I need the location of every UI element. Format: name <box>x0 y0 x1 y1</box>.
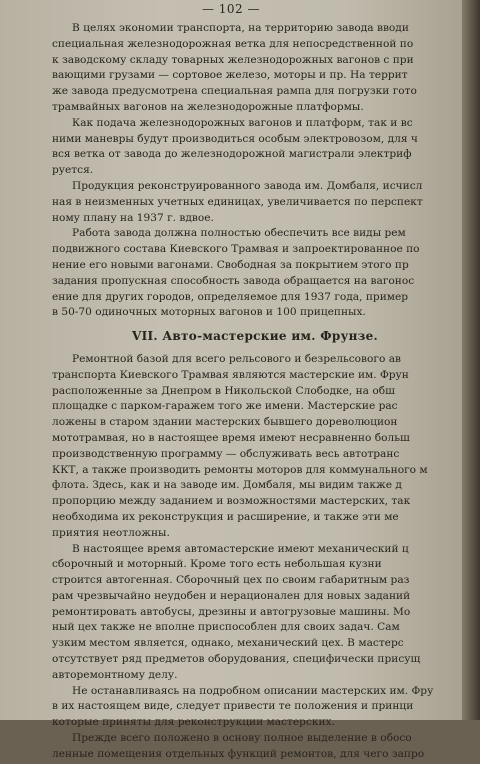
paragraph-production <box>52 180 458 225</box>
text-line: к заводскому складу товарных железнодорожных вагонов с при <box>52 53 414 66</box>
text-line: Прежде всего положено в основу полное выделение в обосо <box>72 732 412 745</box>
text-line: руется. <box>52 164 94 177</box>
text-line: вся ветка от завода до железнодорожной магистрали электриф <box>52 148 412 161</box>
text-line: Работа завода должна полностью обеспечить все виды рем <box>72 227 406 240</box>
section-heading: VII. Авто-мастерские им. Фрунзе. <box>131 329 379 344</box>
page-body <box>52 22 458 764</box>
text-line: специальная железнодорожная ветка для непосредственной по <box>52 37 414 50</box>
text-line: Не останавливаясь на подробном описании мастерских им. Фру <box>72 684 434 697</box>
paragraph-electric-locomotive <box>52 117 458 178</box>
text-line: ККТ, а также производить ремонты моторов для коммунального м <box>52 463 428 476</box>
text-line: ение для других городов, определяемое для 1937 года, пример <box>52 290 409 303</box>
text-line: Ремонтной базой для всего рельсового и безрельсового ав <box>72 352 401 365</box>
text-line: необходима их реконструкция и расширение, и также эти ме <box>52 510 399 523</box>
text-line: флота. Здесь, как и на заводе им. Домбаля, мы видим также д <box>52 479 402 492</box>
paragraph-separation <box>52 732 458 762</box>
text-line: рам чрезвычайно неудобен и нерационален для новых заданий <box>52 589 411 602</box>
text-line: площадке с парком-гаражем того же имени. Мастерские рас <box>52 400 398 413</box>
text-line: которые приняты для реконструкции мастерских. <box>52 716 335 729</box>
text-line: транспорта Киевского Трамвая являются мастерские им. Фрун <box>52 368 409 381</box>
paragraph-repair-base <box>52 353 458 541</box>
text-line: Продукция реконструированного завода им. Домбаля, исчисл <box>72 179 423 192</box>
text-line: ный цех также не вполне приспособлен для своих задач. Сам <box>52 621 400 634</box>
text-line: производственную программу — обслуживать весь автотранс <box>52 447 400 460</box>
text-line: трамвайных вагонов на железнодорожные платформы. <box>52 100 364 113</box>
text-line: приятия неотложны. <box>52 526 170 539</box>
paragraph-rail-siding <box>52 22 458 115</box>
paragraph-workshops-now <box>52 543 458 683</box>
book-gutter-shadow <box>462 0 480 720</box>
text-line: сборочный и моторный. Кроме того есть небольшая кузни <box>52 558 382 571</box>
text-line: Как подача железнодорожных вагонов и платформ, так и вс <box>72 116 413 129</box>
text-line: ложены в старом здании мастерских бывшего дореволюцион <box>52 416 398 429</box>
text-line: мототрамвая, но в настоящее время имеют несравненно больш <box>52 431 410 444</box>
text-line: вающими грузами — сортовое железо, моторы и пр. На террит <box>52 69 408 82</box>
text-line: ленные помещения отдельных функций ремонтов, для чего запро <box>52 747 425 760</box>
text-line: в их настоящем виде, следует привести те положения и принци <box>52 700 414 713</box>
text-line: пропорцию между заданием и возможностями мастерских, так <box>52 495 411 508</box>
paragraph-reconstruction-principles <box>52 685 458 730</box>
text-line: ная в неизменных учетных единицах, увеличивается по перспект <box>52 195 423 208</box>
text-line: задания пропускная способность завода обращается на вагонос <box>52 274 415 287</box>
paragraph-plant-work <box>52 227 458 320</box>
text-line: узким местом является, однако, механический цех. В мастерс <box>52 637 404 650</box>
text-line: отсутствует ряд предметов оборудования, специфически присущ <box>52 653 421 666</box>
text-line: нение его новыми вагонами. Свободная за покрытием этого пр <box>52 258 409 271</box>
text-line: В целях экономии транспорта, на территорию завода вводи <box>72 22 409 34</box>
text-line: В настоящее время автомастерские имеют механический ц <box>72 542 409 555</box>
text-line: расположенные за Днепром в Никольской Слободке, на обш <box>52 384 395 397</box>
text-line: ними маневры будут производиться особым электровозом, для ч <box>52 132 418 145</box>
text-line: же завода предусмотрена специальная рампа для погрузки гото <box>52 85 417 98</box>
text-line: строится автогенная. Сборочный цех по своим габаритным раз <box>52 574 410 587</box>
text-line: авторемонтному делу. <box>52 668 178 681</box>
text-line: ному плану на 1937 г. вдвое. <box>52 211 214 224</box>
page-number: — 102 — <box>201 2 261 16</box>
text-line: ремонтировать автобусы, дрезины и автогрузовые машины. Мо <box>52 605 411 618</box>
text-line: в 50-70 одиночных моторных вагонов и 100 прицепных. <box>52 306 366 319</box>
text-line: подвижного состава Киевского Трамвая и запроектированное по <box>52 243 420 256</box>
